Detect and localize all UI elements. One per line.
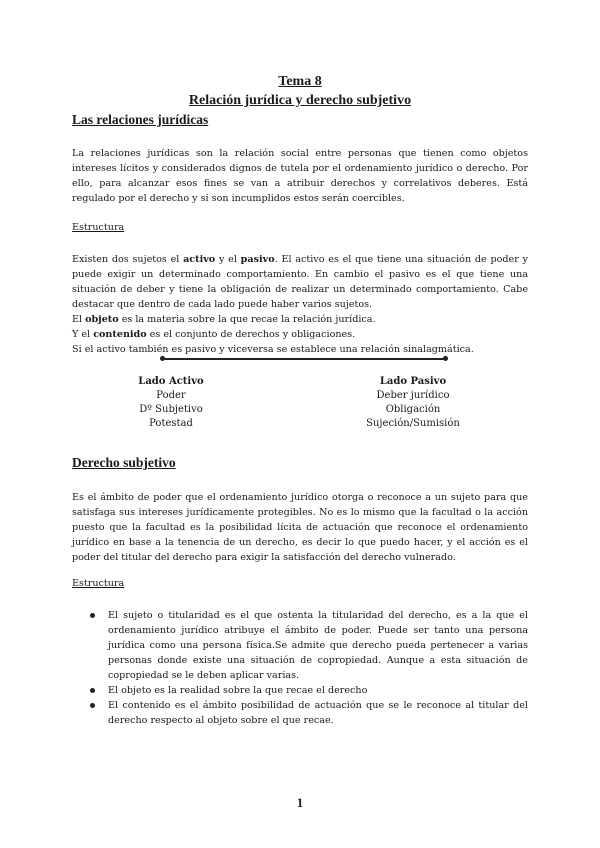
structure-heading-2: Estructura: [72, 578, 125, 589]
definition-paragraph: Es el ámbito de poder que el ordenamiento jurídico otorga o reconoce a un sujeto para que satisfaga sus intereses jurídicamente protegibles. No es lo mismo que la facultad o la acción puesto que la facultad es la posibilidad lícita de actuación que reconoce el ordenamiento jurídico en base a la tenencia de un derecho, es decir lo que puedo hacer, y el acción es el poder del titular del derecho para exigir la satisfacción del derecho vulnerado.: [72, 492, 528, 563]
bullet-item-contenido: El contenido es el ámbito posibilidad de actuación que se le reconoce al titular del derecho respecto al objeto sobre el que recae.: [90, 698, 528, 728]
lado-pasivo-item: Sujeción/Sumisión: [366, 418, 460, 429]
lado-pasivo-item: Deber jurídico: [376, 390, 450, 401]
intro-paragraph: La relaciones jurídicas son la relación social entre personas que tienen como objetos intereses lícitos y considerados dignos de tutela por el ordenamiento jurídico o derecho. Por ello, para alcanzar esos fines se van a atribuir derechos y correlativos deberes. Está regulado por el derecho y si son incumplidos estos serán coercibles.: [72, 148, 528, 204]
pasivo-term: pasivo: [240, 254, 275, 265]
bullet-item-sujeto: El sujeto o titularidad es el que ostenta la titularidad del derecho, es a la que el ordenamiento jurídico atribuye el ámbito de poder. Puede ser tanto una persona jurídica como una persona física.Se admite que derecho pueda pertenecer a varias personas donde existe una situación de copropiedad. Aunque a esta situación de copropiedad se le deben aplicar varias.: [90, 608, 528, 683]
objeto-pre: El: [72, 314, 86, 325]
sinalagmatica-line: Si el activo también es pasivo y viceversa se establece una relación sinalagmática.: [72, 344, 474, 355]
contenido-pre: Y el: [72, 329, 94, 340]
activo-term: activo: [183, 254, 216, 265]
objeto-post: es la materia sobre la que recae la relación jurídica.: [118, 314, 376, 325]
bullet-item-objeto: El objeto es la realidad sobre la que recae el derecho: [90, 683, 528, 698]
objeto-term: objeto: [85, 314, 119, 325]
lado-activo-title: Lado Activo: [138, 376, 204, 387]
lado-activo-item: Poder: [156, 390, 186, 401]
objeto-line: [72, 312, 376, 327]
subjects-text-a: Existen dos sujetos el: [72, 254, 184, 265]
contenido-line: [72, 327, 355, 342]
contenido-term: contenido: [93, 329, 147, 340]
relation-connector-line: [162, 358, 446, 360]
section-heading-relaciones: Las relaciones jurídicas: [72, 112, 209, 127]
theme-number: Tema 8: [278, 74, 322, 89]
subjects-paragraph: [72, 252, 528, 312]
lado-activo-column: [96, 375, 246, 431]
document-title: Relación jurídica y derecho subjetivo: [188, 93, 412, 108]
subjects-text-b: y el: [215, 254, 241, 265]
lado-pasivo-item: Obligación: [385, 404, 441, 415]
page-number: 1: [296, 795, 304, 810]
lado-activo-item: Potestad: [149, 418, 193, 429]
section-heading-derecho-subjetivo: Derecho subjetivo: [72, 455, 176, 470]
lado-activo-item: Dº Subjetivo: [139, 404, 203, 415]
structure-heading-1: Estructura: [72, 222, 125, 233]
lado-pasivo-column: [338, 375, 488, 431]
lado-pasivo-title: Lado Pasivo: [379, 376, 447, 387]
structure-bullet-list: [90, 608, 528, 728]
subjects-text-c: . El activo es el que tiene una situación de poder y puede exigir un determinado comportamiento. En cambio el pasivo es el que tiene una situación de deber y tiene la obligación de realizar un determinado comportamiento. Cabe destacar que dentro de cada lado puede haber varios sujetos.: [72, 254, 528, 310]
contenido-post: es el conjunto de derechos y obligaciones.: [146, 329, 356, 340]
